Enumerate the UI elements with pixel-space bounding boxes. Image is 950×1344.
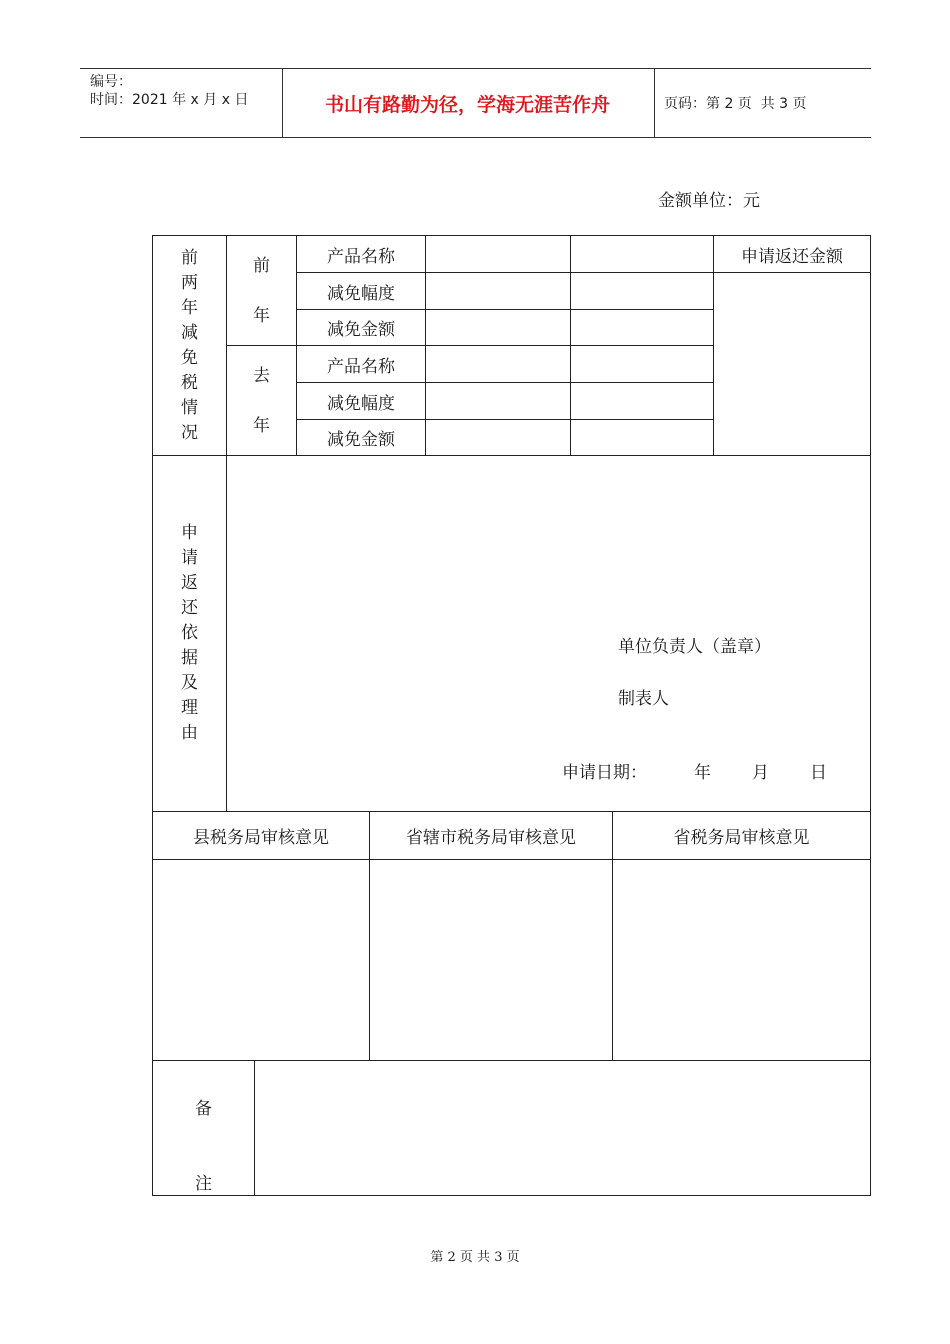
row-label-reduction-amount: 减免金额 <box>296 419 426 456</box>
remarks-label-char: 注 <box>195 1174 212 1194</box>
date-month-label: 月 <box>752 763 769 783</box>
remarks-label <box>152 1060 255 1196</box>
refund-amount-header: 申请返还金额 <box>713 235 871 273</box>
application-date-label: 申请日期： <box>562 763 647 783</box>
fill-cell[interactable] <box>570 345 714 383</box>
document-date-label: 时间：2021 年 x 月 x 日 <box>90 92 249 108</box>
header-page-info: 页码：第 2 页 共 3 页 <box>664 96 807 112</box>
header-meta <box>90 73 280 109</box>
fill-cell[interactable] <box>425 345 571 383</box>
province-review-field[interactable] <box>612 859 871 1061</box>
responsible-person-label: 单位负责人（盖章） <box>618 637 771 657</box>
province-review-header: 省税务局审核意见 <box>612 811 871 860</box>
header-divider <box>654 69 655 137</box>
row-label-reduction-rate: 减免幅度 <box>296 382 426 420</box>
page-footer: 第 2 页 共 3 页 <box>430 1250 520 1265</box>
basis-content-area[interactable] <box>226 455 871 812</box>
fill-cell[interactable] <box>570 419 714 456</box>
county-review-header: 县税务局审核意见 <box>152 811 370 860</box>
page-header <box>80 68 871 138</box>
city-review-field[interactable] <box>369 859 613 1061</box>
date-year-label: 年 <box>694 763 711 783</box>
year-label-prev <box>226 235 297 346</box>
fill-cell[interactable] <box>570 309 714 346</box>
section-label-text: 前 两 年 减 免 税 情 况 <box>181 247 198 443</box>
header-motto: 书山有路勤为径，学海无涯苦作舟 <box>324 93 610 116</box>
section-label-basis <box>152 455 227 812</box>
fill-cell[interactable] <box>425 419 571 456</box>
year-label-prev-text: 前 年 <box>253 255 270 326</box>
remarks-field[interactable] <box>254 1060 871 1196</box>
fill-cell[interactable] <box>425 272 571 310</box>
section-label-prior-years <box>152 235 227 456</box>
year-label-last <box>226 345 297 456</box>
document-number-label: 编号： <box>90 74 132 90</box>
fill-cell[interactable] <box>425 309 571 346</box>
city-review-header: 省辖市税务局审核意见 <box>369 811 613 860</box>
fill-cell[interactable] <box>570 235 714 273</box>
remarks-label-char: 备 <box>195 1099 212 1119</box>
fill-cell[interactable] <box>425 382 571 420</box>
date-day-label: 日 <box>810 763 827 783</box>
preparer-label: 制表人 <box>618 689 669 709</box>
row-label-product-name: 产品名称 <box>296 345 426 383</box>
fill-cell[interactable] <box>570 382 714 420</box>
section-label-basis-text: 申 请 返 还 依 据 及 理 由 <box>181 523 198 743</box>
row-label-product-name: 产品名称 <box>296 235 426 273</box>
amount-unit-label: 金额单位：元 <box>658 191 760 211</box>
row-label-reduction-amount: 减免金额 <box>296 309 426 346</box>
county-review-field[interactable] <box>152 859 370 1061</box>
fill-cell[interactable] <box>570 272 714 310</box>
year-label-last-text: 去 年 <box>253 365 270 436</box>
row-label-reduction-rate: 减免幅度 <box>296 272 426 310</box>
refund-amount-field[interactable] <box>713 272 871 456</box>
fill-cell[interactable] <box>425 235 571 273</box>
